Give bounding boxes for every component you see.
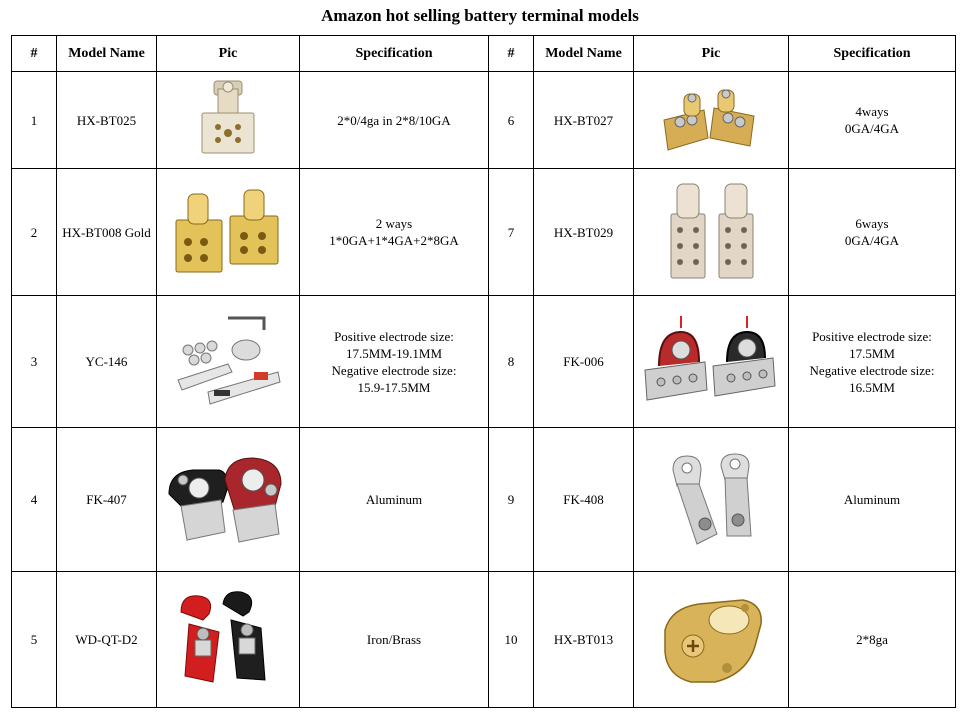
row-num: 2 [12, 169, 57, 296]
specification [789, 72, 956, 169]
table-row [12, 72, 956, 169]
product-pic [157, 296, 300, 428]
gold-distribution-block-terminal-icon [188, 77, 268, 163]
gold-2way-terminal-pair-icon [172, 186, 284, 278]
row-num: 8 [489, 296, 534, 428]
specification [300, 169, 489, 296]
product-pic [634, 572, 789, 708]
spec-line: 15.9-17.5MM [357, 379, 431, 395]
row-num: 10 [489, 572, 534, 708]
spec-line: Negative electrode size: [331, 362, 457, 378]
product-pic [157, 428, 300, 572]
spec-line: Aluminum [365, 492, 423, 507]
header-num-2: # [489, 36, 534, 72]
row-num: 3 [12, 296, 57, 428]
specification [300, 572, 489, 708]
product-pic [634, 428, 789, 572]
specification [300, 296, 489, 428]
row-num: 7 [489, 169, 534, 296]
spec-line: 0GA/4GA [844, 233, 900, 248]
table-row [12, 428, 956, 572]
gold-4way-terminal-pair-icon [656, 80, 766, 160]
spec-line: 2*0/4ga in 2*8/10GA [337, 112, 451, 128]
header-pic: Pic [157, 36, 300, 72]
specification [789, 169, 956, 296]
model-name: YC-146 [57, 296, 157, 428]
product-pic [634, 72, 789, 169]
page-title: Amazon hot selling battery terminal models [321, 6, 639, 25]
spec-line: 17.5MM [849, 345, 895, 361]
model-name: WD-QT-D2 [57, 572, 157, 708]
table-row [12, 296, 956, 428]
model-name: FK-407 [57, 428, 157, 572]
model-name: HX-BT025 [57, 72, 157, 169]
spec-line: Iron/Brass [366, 632, 422, 647]
spec-line: 4ways [855, 104, 889, 119]
header-spec: Specification [300, 36, 489, 72]
header-model: Model Name [57, 36, 157, 72]
spec-line: Positive electrode size: [334, 328, 454, 344]
row-num: 6 [489, 72, 534, 169]
specification [300, 428, 489, 572]
product-pic [157, 72, 300, 169]
spec-line: Negative electrode size: [809, 362, 935, 378]
spec-line: 0GA/4GA [844, 121, 900, 136]
row-num: 4 [12, 428, 57, 572]
battery-terminal-table [11, 35, 956, 708]
model-name: FK-408 [534, 428, 634, 572]
row-num: 1 [12, 72, 57, 169]
model-name: HX-BT029 [534, 169, 634, 296]
specification [789, 572, 956, 708]
model-name: FK-006 [534, 296, 634, 428]
header-pic-2: Pic [634, 36, 789, 72]
specification [789, 296, 956, 428]
quick-release-terminal-set-icon [168, 310, 288, 414]
header-num: # [12, 36, 57, 72]
silver-flat-clamp-pair-icon [661, 450, 761, 550]
red-black-aluminum-clamp-icon [163, 450, 293, 550]
table-row [12, 572, 956, 708]
spec-line: Aluminum [843, 492, 901, 507]
spec-line: 1*0GA+1*4GA+2*8GA [329, 233, 459, 248]
spec-line: 2 ways [375, 216, 413, 231]
product-pic [157, 169, 300, 296]
specification [789, 428, 956, 572]
red-black-covered-terminal-icon [173, 590, 283, 690]
product-pic [634, 296, 789, 428]
table-header-row [12, 36, 956, 72]
spec-line: Positive electrode size: [812, 328, 932, 344]
gold-single-clamp-terminal-icon [651, 590, 771, 690]
row-num: 5 [12, 572, 57, 708]
spec-line: 2*8ga [856, 632, 888, 647]
header-spec-2: Specification [789, 36, 956, 72]
spec-line: 6ways [855, 216, 889, 231]
model-name: HX-BT027 [534, 72, 634, 169]
model-name: HX-BT008 Gold [57, 169, 157, 296]
spec-line: 17.5MM-19.1MM [345, 345, 443, 361]
header-model-2: Model Name [534, 36, 634, 72]
red-black-clamp-terminal-pair-icon [641, 310, 781, 414]
product-pic [634, 169, 789, 296]
row-num: 9 [489, 428, 534, 572]
product-pic [157, 572, 300, 708]
model-name: HX-BT013 [534, 572, 634, 708]
specification [300, 72, 489, 169]
silver-6way-terminal-pair-icon [661, 180, 761, 284]
table-row [12, 169, 956, 296]
spec-line: 16.5MM [849, 379, 895, 395]
